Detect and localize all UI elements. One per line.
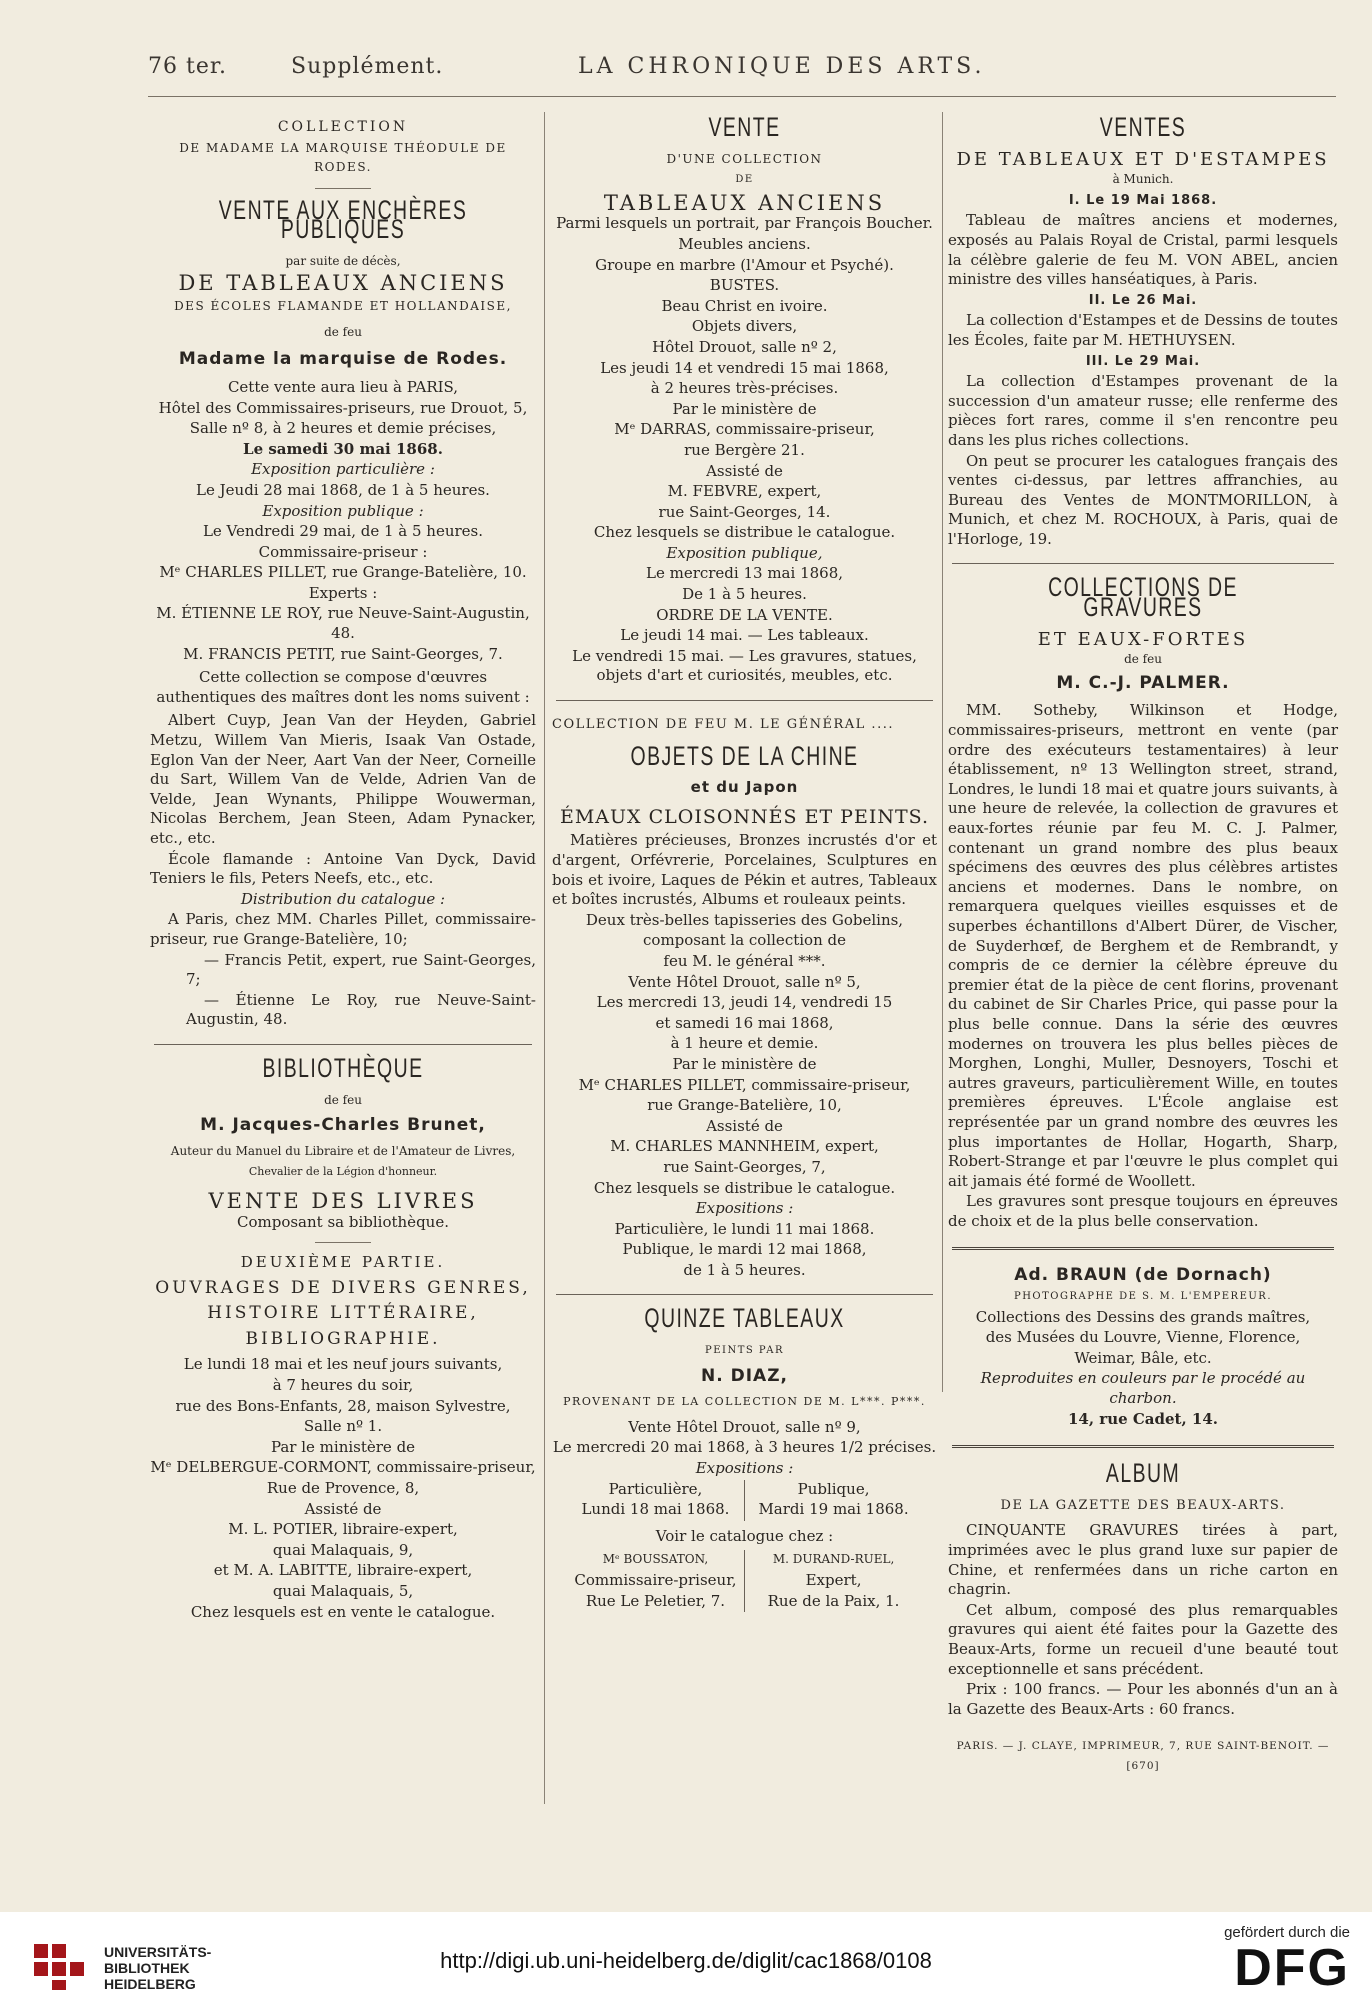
paragraph: A Paris, chez MM. Charles Pillet, commissaire-priseur, rue Grange-Batelière, 10; bbox=[150, 910, 536, 948]
text-line: Mᵉ BOUSSATON, bbox=[602, 1552, 709, 1567]
text-line: Le jeudi 14 mai. — Les tableaux. bbox=[620, 626, 869, 645]
text-line: Rue de Provence, 8, bbox=[266, 1479, 420, 1498]
headline: ALBUM bbox=[1105, 1458, 1181, 1489]
heading: COLLECTION bbox=[277, 119, 409, 135]
digitization-footer bbox=[0, 1912, 1372, 2013]
section-rule bbox=[556, 700, 933, 701]
paragraph: Matières précieuses, Bronzes incrustés d'or et d'argent, Orfévrerie, Porcelaines, Sculptures en bois et ivoire, Laques de Pékin et autres, Tableaux et boîtes incrustés, Albums et rouleaux peints. bbox=[552, 831, 937, 909]
text-line: Le lundi 18 mai et les neuf jours suivants, bbox=[183, 1355, 503, 1374]
text-line: Mᵉ CHARLES PILLET, commissaire-priseur, bbox=[578, 1075, 911, 1094]
text-line: à 1 heure et demie. bbox=[670, 1034, 819, 1053]
paragraph: École flamande : Antoine Van Dyck, David Teniers le fils, Peters Neefs, etc., etc. bbox=[150, 849, 536, 888]
ad-diaz-paintings bbox=[552, 1303, 937, 1612]
text-line: Mardi 19 mai 1868. bbox=[758, 1500, 909, 1519]
journal-title: LA CHRONIQUE DES ARTS. bbox=[578, 54, 986, 79]
university-line: BIBLIOTHEK bbox=[104, 1960, 190, 1976]
headline: OBJETS DE LA CHINE bbox=[630, 740, 859, 771]
text-line: Objets divers, bbox=[691, 317, 798, 336]
text-line: Le Vendredi 29 mai, de 1 à 5 heures. bbox=[202, 522, 484, 541]
subheading: DE LA GAZETTE DES BEAUX-ARTS. bbox=[1000, 1497, 1286, 1513]
text-line: Assisté de bbox=[706, 461, 783, 480]
exposition-dates bbox=[552, 1480, 937, 1521]
text-line: Expositions : bbox=[695, 1199, 794, 1218]
headline: TABLEAUX ANCIENS bbox=[603, 190, 886, 215]
column-right bbox=[948, 112, 1338, 1778]
text-line: Le vendredi 15 mai. — Les gravures, statues, objets d'art et curiosités, meubles, etc. bbox=[572, 646, 917, 685]
text-line: Publique, bbox=[797, 1479, 870, 1498]
funding-note bbox=[1224, 1924, 1350, 1995]
university-line: HEIDELBERG bbox=[104, 1976, 196, 1992]
paragraph: — Étienne Le Roy, rue Neuve-Saint-Augustin, 48. bbox=[186, 990, 536, 1029]
section-rule bbox=[952, 1247, 1334, 1250]
text-line: à 7 heures du soir, bbox=[272, 1376, 414, 1395]
text-line: Exposition publique : bbox=[262, 501, 424, 520]
text-line: rue Grange-Batelière, 10, bbox=[647, 1096, 842, 1115]
text-line: de 1 à 5 heures. bbox=[683, 1260, 806, 1279]
text-line: à Munich. bbox=[1112, 172, 1174, 187]
catalogue-addresses bbox=[552, 1550, 937, 1612]
ad-gazette-album bbox=[948, 1458, 1338, 1776]
text-line: Hôtel des Commissaires-priseurs, rue Drouot, 5, bbox=[158, 398, 528, 417]
name-line: Madame la marquise de Rodes. bbox=[178, 349, 508, 370]
text-line: Expositions : bbox=[695, 1459, 794, 1478]
text-line: de feu bbox=[324, 1092, 362, 1107]
text-line: Salle nº 1. bbox=[303, 1417, 383, 1436]
paragraph: CINQUANTE GRAVURES tirées à part, imprimées avec le plus grand luxe sur papier de Chine, et renfermées dans un riche carton en chagrin. bbox=[948, 1521, 1338, 1599]
text-line: Mᵉ DARRAS, commissaire-priseur, bbox=[614, 420, 875, 439]
text-line: Mᵉ DELBERGUE-CORMONT, commissaire-priseur, bbox=[150, 1458, 536, 1477]
text-line: Particulière, bbox=[608, 1479, 703, 1498]
paragraph: Prix : 100 francs. — Pour les abonnés d'un an à la Gazette des Beaux-Arts : 60 francs. bbox=[948, 1680, 1338, 1718]
date-line: Le samedi 30 mai 1868. bbox=[243, 439, 443, 458]
name-line: M. Jacques-Charles Brunet, bbox=[200, 1115, 486, 1136]
expert-address bbox=[745, 1550, 922, 1612]
text-line: Experts : bbox=[308, 583, 378, 602]
text-line: rue des Bons-Enfants, 28, maison Sylvestre, bbox=[175, 1396, 511, 1415]
subheading: PHOTOGRAPHE DE S. M. L'EMPEREUR. bbox=[1013, 1291, 1273, 1303]
text-line: Par le ministère de bbox=[672, 399, 817, 418]
public-exposition bbox=[745, 1480, 922, 1521]
column-divider bbox=[544, 112, 545, 1804]
source-url-link[interactable]: http://digi.ub.uni-heidelberg.de/diglit/cac1868/0108 bbox=[440, 1948, 932, 1973]
column-middle bbox=[552, 112, 937, 1612]
text-line: Mᵉ CHARLES PILLET, rue Grange-Batelière, 10. bbox=[159, 563, 527, 582]
text-line: Groupe en marbre (l'Amour et Psyché). bbox=[595, 255, 894, 274]
section-label: Supplément. bbox=[291, 54, 444, 79]
subheading: DES ÉCOLES FLAMANDE ET HOLLANDAISE, bbox=[174, 299, 512, 314]
section-rule bbox=[556, 1294, 933, 1295]
text-line: Les mercredi 13, jeudi 14, vendredi 15 bbox=[596, 993, 893, 1012]
ad-chinese-objects bbox=[552, 715, 937, 1280]
text-line: Par le ministère de bbox=[270, 1437, 416, 1456]
paragraph: MM. Sotheby, Wilkinson et Hodge, commissaires-priseurs, mettront en vente (par ordre des exécuteurs testamentaires) à leur établissement, nº 13 Wellington street, strand, Londres, le lundi 18 mai et quatre jours suivants, à une heure de relevée, la collection de gravures et eaux-fortes réunie par feu M. C. J. Palmer, contenant un grand nombre des plus beaux spécimens des œuvres des plus célèbres artistes anciens et modernes. Dans le nombre, on remarquera quelques vieilles esquisses et de superbes échantillons d'Albert Dürer, de Vischer, de Suyderhœf, de Berghem et de Rembrandt, y compris de ce dernier la célèbre épreuve du premier état de la pièce de cent florins, provenant du cabinet de Sir Charles Price, qui passe pour la plus belle connue. Dans la série des œuvres modernes on trouvera les plus belles pièces de Morghen, Longhi, Muller, Desnoyers, Toschi et autres graveurs, particulièrement Wille, en toutes premières épreuves. L'École anglaise est représentée par un grand nombre des œuvres les plus importantes de Hollar, Hogarth, Sharp, Robert-Strange et par l'œuvre le plus complet qui ait jamais été formé de Woollett. bbox=[948, 701, 1338, 1190]
text-line: Commissaire-priseur, bbox=[574, 1571, 737, 1589]
text-line: M. L. POTIER, libraire-expert, bbox=[228, 1520, 458, 1539]
text-line: rue Saint-Georges, 7, bbox=[663, 1157, 826, 1176]
text-line: Beau Christ en ivoire. bbox=[661, 296, 828, 315]
subheading: et du Japon bbox=[690, 778, 799, 797]
text-line: Expert, bbox=[805, 1571, 862, 1589]
paragraph: — Francis Petit, expert, rue Saint-Georges, 7; bbox=[186, 950, 536, 989]
text-line: HISTOIRE LITTÉRAIRE, bbox=[207, 1303, 479, 1324]
text-line: Commissaire-priseur : bbox=[258, 542, 428, 561]
text-line: Voir le catalogue chez : bbox=[655, 1526, 834, 1545]
text-line: De 1 à 5 heures. bbox=[682, 585, 807, 604]
printer-imprint: PARIS. — J. CLAYE, IMPRIMEUR, 7, RUE SAINT-BENOIT. — [670] bbox=[956, 1740, 1330, 1772]
ad-braun-photographer bbox=[948, 1266, 1338, 1429]
name-line: N. DIAZ, bbox=[701, 1365, 788, 1386]
text-line: quai Malaquais, 5, bbox=[272, 1582, 414, 1600]
text-line: Vente Hôtel Drouot, salle nº 5, bbox=[628, 972, 861, 991]
header-rule bbox=[148, 96, 1336, 97]
text-line: M. CHARLES MANNHEIM, expert, bbox=[610, 1137, 879, 1156]
text-line: Distribution du catalogue : bbox=[240, 889, 446, 908]
headline: DE TABLEAUX ANCIENS bbox=[178, 270, 508, 295]
headline: ET EAUX-FORTES bbox=[1037, 628, 1249, 650]
text-line: Parmi lesquels un portrait, par François Boucher. bbox=[556, 214, 933, 233]
text-line: Salle nº 8, à 2 heures et demie précises, bbox=[189, 419, 497, 438]
text-line: Les jeudi 14 et vendredi 15 mai 1868, bbox=[600, 358, 889, 377]
text-line: Particulière, le lundi 11 mai 1868. bbox=[614, 1219, 875, 1238]
text-line: BIBLIOGRAPHIE. bbox=[245, 1328, 441, 1349]
ad-palmer-engravings bbox=[948, 572, 1338, 1231]
headline: VENTES bbox=[1099, 112, 1187, 142]
text-line: M. ÉTIENNE LE ROY, rue Neuve-Saint-Augustin, 48. bbox=[156, 604, 530, 643]
text-line: Chez lesquels se distribue le catalogue. bbox=[593, 1178, 896, 1197]
text-line: de feu bbox=[324, 324, 362, 339]
date-line: I. Le 19 Mai 1868. bbox=[1068, 192, 1218, 208]
text-line: Par le ministère de bbox=[672, 1054, 817, 1073]
paragraph: On peut se procurer les catalogues français des ventes ci-dessus, par lettres affranchies, au Bureau des Ventes de MONTMORILLON, à Munich, et chez M. ROCHOUX, à Paris, quai de l'Horloge, 19. bbox=[948, 451, 1338, 548]
text-line: Publique, le mardi 12 mai 1868, bbox=[622, 1240, 867, 1259]
divider bbox=[315, 1242, 371, 1243]
text-line: Chez lesquels est en vente le catalogue. bbox=[190, 1602, 496, 1621]
text-line: Le Jeudi 28 mai 1868, de 1 à 5 heures. bbox=[196, 480, 490, 499]
subheading: PEINTS PAR bbox=[705, 1345, 784, 1357]
subheading: PROVENANT DE LA COLLECTION DE M. L***. P***. bbox=[563, 1395, 926, 1409]
text-line: Reproduites en couleurs par le procédé au charbon. bbox=[980, 1369, 1306, 1408]
text-line: Deux très-belles tapisseries des Gobelins, bbox=[585, 910, 904, 929]
text-line: Cette vente aura lieu à PARIS, bbox=[227, 377, 459, 396]
paragraph: Cet album, composé des plus remarquables gravures qui aient été faites pour la Gazette des Beaux-Arts, forme un recueil d'une beauté tout exceptionnelle et sans précédent. bbox=[948, 1600, 1338, 1678]
text-line: des Musées du Louvre, Vienne, Florence, bbox=[985, 1328, 1301, 1347]
divider bbox=[315, 188, 371, 189]
headline: VENTE AUX ENCHÈRES PUBLIQUES bbox=[218, 194, 468, 245]
text-line: Le mercredi 20 mai 1868, à 3 heures 1/2 précises. bbox=[552, 1438, 937, 1457]
text-line: à 2 heures très-précises. bbox=[650, 379, 839, 398]
section-rule bbox=[154, 1044, 532, 1045]
text-line: Meubles anciens. bbox=[678, 234, 811, 253]
headline: DE TABLEAUX ET D'ESTAMPES bbox=[956, 148, 1330, 170]
text-line: Lundi 18 mai 1868. bbox=[581, 1500, 730, 1519]
text-line: Vente Hôtel Drouot, salle nº 9, bbox=[628, 1417, 861, 1436]
running-head bbox=[148, 54, 1312, 88]
text-line: et samedi 16 mai 1868, bbox=[655, 1013, 834, 1032]
subheading: DE bbox=[735, 174, 754, 186]
text-line: Auteur du Manuel du Libraire et de l'Amateur de Livres, bbox=[170, 1143, 516, 1158]
university-line: UNIVERSITÄTS- bbox=[104, 1944, 212, 1960]
auctioneer-address bbox=[567, 1550, 745, 1612]
headline: ÉMAUX CLOISONNÉS ET PEINTS. bbox=[559, 805, 930, 828]
subheading: DE MADAME LA MARQUISE THÉODULE DE RODES. bbox=[179, 140, 507, 175]
text-line: composant la collection de bbox=[643, 931, 846, 950]
section-rule bbox=[952, 563, 1334, 564]
headline: QUINZE TABLEAUX bbox=[644, 1303, 845, 1334]
date-line: III. Le 29 Mai. bbox=[1085, 353, 1201, 369]
ad-old-paintings bbox=[552, 112, 937, 686]
text-line: Collections des Dessins des grands maîtres, bbox=[975, 1307, 1311, 1326]
subheading: COLLECTION DE FEU M. LE GÉNÉRAL .... bbox=[552, 717, 894, 733]
page-number: 76 ter. bbox=[148, 54, 227, 79]
column-divider bbox=[942, 112, 943, 1392]
text-line: Chez lesquels se distribue le catalogue. bbox=[593, 523, 896, 542]
paragraph: Albert Cuyp, Jean Van der Heyden, Gabriel Metzu, Willem Van Mieris, Isaak Van Ostade, Eglon Van der Neer, Aart Van der Neer, Corneille du Sart, Willem Van de Velde, Adrien Van de Velde, Jean Wynants, Philippe Wouwerman, Nicolas Berchem, Jean Steen, Adam Pynacker, etc., etc. bbox=[150, 711, 536, 847]
name-line: Ad. BRAUN (de Dornach) bbox=[1014, 1265, 1272, 1286]
text-line: Exposition particulière : bbox=[251, 460, 435, 479]
ad-brunet-library bbox=[150, 1052, 536, 1622]
paragraph: La collection d'Estampes et de Dessins de toutes les Écoles, faite par M. HETHUYSEN. bbox=[948, 311, 1338, 349]
date-line: II. Le 26 Mai. bbox=[1088, 292, 1198, 308]
section-rule bbox=[952, 1445, 1334, 1448]
text-line: Hôtel Drouot, salle nº 2, bbox=[652, 337, 837, 356]
paragraph: Tableau de maîtres anciens et modernes, exposés au Palais Royal de Cristal, parmi lesquels la célèbre galerie de feu M. VON ABEL, ancien ministre des villes hanséatiques, à Paris. bbox=[948, 211, 1338, 289]
ad-munich-sales bbox=[948, 112, 1338, 549]
ad-rodes-collection bbox=[150, 118, 536, 1030]
text-line: M. FEBVRE, expert, bbox=[667, 482, 822, 501]
text-line: Rue de la Paix, 1. bbox=[767, 1591, 900, 1610]
text-line: et M. A. LABITTE, libraire-expert, bbox=[213, 1561, 473, 1580]
text-line: Assisté de bbox=[304, 1499, 382, 1518]
text-line: Le mercredi 13 mai 1868, bbox=[645, 564, 844, 583]
text-line: Rue Le Peletier, 7. bbox=[585, 1591, 726, 1610]
address-line: 14, rue Cadet, 14. bbox=[1067, 1409, 1219, 1428]
dfg-logo: DFG bbox=[1234, 1939, 1350, 1997]
paragraph: Cette collection se compose d'œuvres authentiques des maîtres dont les noms suivent : bbox=[156, 668, 530, 706]
paragraph: La collection d'Estampes provenant de la succession d'un amateur russe; elle renferme des pièces fort rares, comme il s'en rencontre peu dans les plus riches collections. bbox=[948, 372, 1338, 449]
text-line: M. DURAND-RUEL, bbox=[772, 1552, 895, 1567]
text-line: rue Saint-Georges, 14. bbox=[658, 502, 831, 521]
funded-by-text: gefördert durch die bbox=[1224, 1924, 1350, 1941]
column-left bbox=[150, 118, 536, 1623]
paragraph: Les gravures sont presque toujours en épreuves de choix et de la plus belle conservation. bbox=[948, 1192, 1338, 1230]
headline: COLLECTIONS DE GRAVURES bbox=[1048, 572, 1238, 623]
text-line: feu M. le général ***. bbox=[663, 951, 826, 970]
text-line: Assisté de bbox=[706, 1116, 783, 1135]
subheading: D'UNE COLLECTION bbox=[666, 151, 823, 166]
text-line: quai Malaquais, 9, bbox=[272, 1540, 414, 1559]
text-line: Weimar, Bâle, etc. bbox=[1074, 1348, 1212, 1367]
text-line: M. FRANCIS PETIT, rue Saint-Georges, 7. bbox=[183, 644, 503, 663]
headline: VENTE bbox=[708, 112, 781, 142]
text-line: Exposition publique, bbox=[666, 543, 823, 562]
text-line: ORDRE DE LA VENTE. bbox=[656, 605, 833, 624]
text-line: par suite de décès, bbox=[285, 253, 401, 268]
text-line: Chevalier de la Légion d'honneur. bbox=[248, 1165, 438, 1179]
text-line: BUSTES. bbox=[709, 276, 780, 295]
name-line: M. C.-J. PALMER. bbox=[1056, 672, 1230, 693]
headline: VENTE DES LIVRES bbox=[208, 1188, 478, 1213]
text-line: OUVRAGES DE DIVERS GENRES, bbox=[155, 1277, 531, 1298]
text-line: DEUXIÈME PARTIE. bbox=[240, 1253, 446, 1272]
text-line: Composant sa bibliothèque. bbox=[237, 1212, 449, 1231]
private-exposition bbox=[567, 1480, 745, 1521]
text-line: rue Bergère 21. bbox=[684, 440, 805, 459]
headline: BIBLIOTHÈQUE bbox=[262, 1052, 424, 1083]
text-line: de feu bbox=[1124, 652, 1162, 667]
